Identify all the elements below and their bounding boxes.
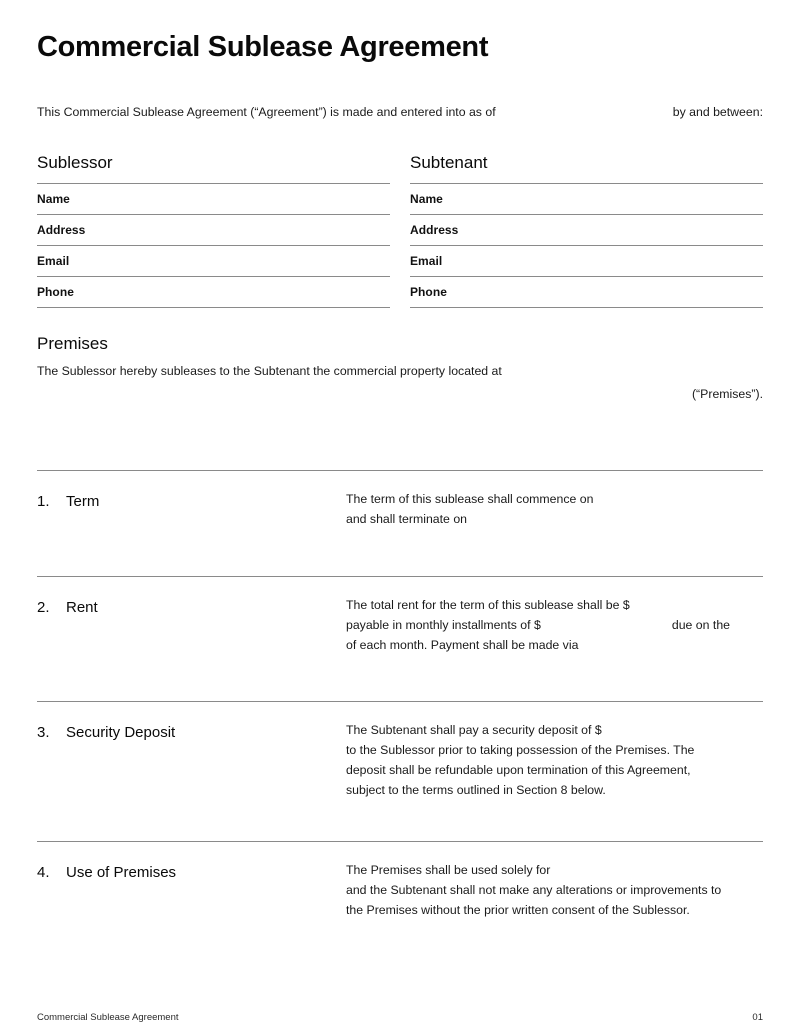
section-security-deposit-line-1: The Subtenant shall pay a security deposit of $ — [346, 723, 602, 737]
sublessor-phone-row[interactable] — [37, 276, 390, 308]
sublessor-email-label: Email — [37, 254, 70, 268]
section-term-body — [346, 471, 763, 578]
sublessor-column — [37, 152, 390, 308]
section-security-deposit-line-3: deposit shall be refundable upon termination of this Agreement, — [346, 763, 691, 777]
subtenant-column — [410, 152, 763, 308]
premises-text-line-2: (“Premises”). — [691, 387, 763, 401]
subtenant-name-label: Name — [410, 192, 443, 206]
subtenant-phone-row[interactable] — [410, 276, 763, 308]
section-rent-line-1: The total rent for the term of this sublease shall be $ — [346, 598, 630, 612]
premises-text-line-1: The Sublessor hereby subleases to the Subtenant the commercial property located at — [37, 364, 502, 378]
section-rent-line-2-tail: due on the — [671, 618, 730, 632]
intro-trailing-text: by and between: — [672, 105, 763, 119]
section-use-of-premises-line-1: The Premises shall be used solely for — [346, 863, 551, 877]
section-use-of-premises-body — [346, 842, 763, 961]
sublessor-email-row[interactable] — [37, 245, 390, 276]
subtenant-name-row[interactable] — [410, 183, 763, 214]
footer-page-number: 01 — [752, 1012, 763, 1023]
section-rent-body — [346, 577, 763, 703]
premises-heading: Premises — [37, 334, 108, 353]
section-security-deposit-body — [346, 702, 763, 843]
section-use-of-premises-number: 4. — [37, 864, 50, 881]
sublessor-name-row[interactable] — [37, 183, 390, 214]
section-use-of-premises-label — [37, 842, 346, 961]
sublessor-heading: Sublessor — [37, 153, 113, 172]
intro-lead-text: This Commercial Sublease Agreement (“Agreement”) is made and entered into as of — [37, 105, 496, 119]
section-rent-line-3: of each month. Payment shall be made via — [346, 638, 579, 652]
section-term-line-1: The term of this sublease shall commence on — [346, 492, 594, 506]
premises-block — [37, 333, 763, 403]
section-rent — [37, 576, 763, 703]
section-security-deposit-label — [37, 702, 346, 843]
section-security-deposit-line-2: to the Sublessor prior to taking possession of the Premises. The — [346, 743, 695, 757]
page-title: Commercial Sublease Agreement — [37, 31, 489, 63]
section-use-of-premises-line-2: and the Subtenant shall not make any alterations or improvements to — [346, 883, 722, 897]
intro-paragraph — [37, 103, 763, 121]
section-term-line-2: and shall terminate on — [346, 512, 467, 526]
section-term — [37, 470, 763, 578]
sublessor-address-label: Address — [37, 223, 86, 237]
section-rent-line-2 — [346, 615, 763, 635]
section-term-number: 1. — [37, 493, 50, 510]
subtenant-email-row[interactable] — [410, 245, 763, 276]
subtenant-heading: Subtenant — [410, 153, 488, 172]
section-term-title: Term — [66, 493, 100, 510]
sublessor-address-row[interactable] — [37, 214, 390, 245]
section-term-label — [37, 471, 346, 578]
section-use-of-premises-line-3: the Premises without the prior written consent of the Sublessor. — [346, 903, 690, 917]
subtenant-phone-label: Phone — [410, 285, 447, 299]
section-rent-title: Rent — [66, 599, 98, 616]
parties-block — [37, 152, 763, 308]
section-rent-label — [37, 577, 346, 703]
subtenant-address-label: Address — [410, 223, 459, 237]
section-security-deposit — [37, 701, 763, 843]
sublessor-phone-label: Phone — [37, 285, 74, 299]
footer-document-name: Commercial Sublease Agreement — [37, 1012, 179, 1023]
section-rent-number: 2. — [37, 599, 50, 616]
section-security-deposit-number: 3. — [37, 724, 50, 741]
section-security-deposit-title: Security Deposit — [66, 724, 176, 741]
sublessor-name-label: Name — [37, 192, 70, 206]
section-use-of-premises — [37, 841, 763, 961]
section-rent-line-2-head: payable in monthly installments of $ — [346, 618, 541, 632]
subtenant-address-row[interactable] — [410, 214, 763, 245]
page-footer — [37, 1011, 763, 1024]
section-use-of-premises-title: Use of Premises — [66, 864, 177, 881]
section-security-deposit-line-4: subject to the terms outlined in Section 8 below. — [346, 783, 606, 797]
subtenant-email-label: Email — [410, 254, 443, 268]
